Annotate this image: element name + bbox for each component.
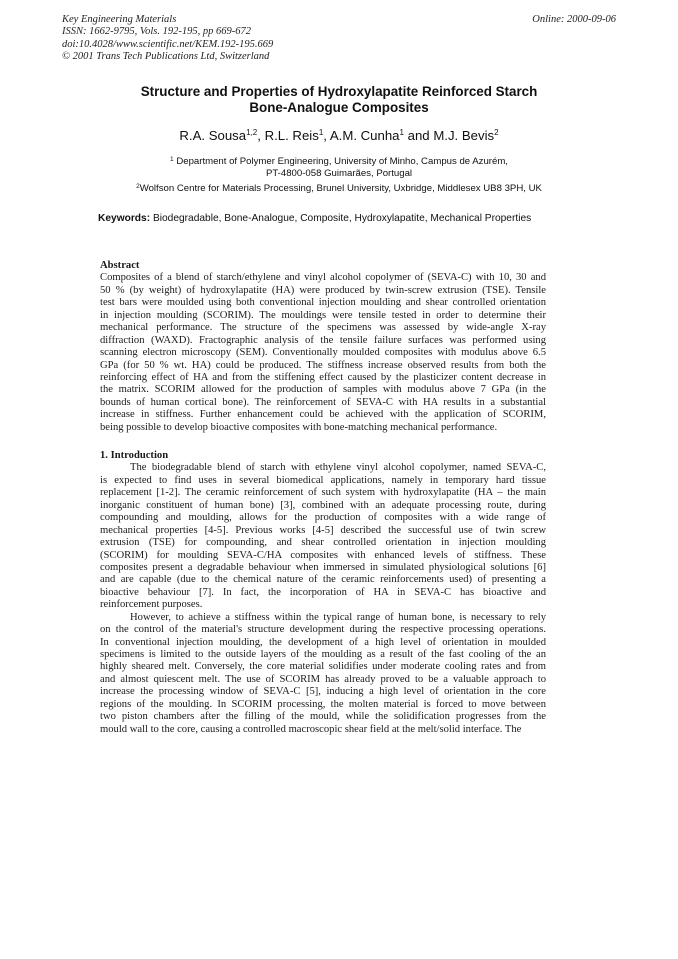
introduction-section [100,450,546,736]
affiliation-1-line-2: PT-4800-058 Guimarães, Portugal [265,167,413,179]
text-line: and are capable (due to the chemical nature of the ceramic reinforcements used) of presenting a [100,574,546,586]
text-line: two piston chambers after the filling of the mould, while the solidification progresses from the [100,711,546,723]
text-line: increase the processing window of SEVA-C [5], inducing a high level of orientation in the core [100,686,546,698]
title-line-1: Structure and Properties of Hydroxylapatite Reinforced Starch [140,84,538,99]
affiliation-1-line-1: Department of Polymer Engineering, University of Minho, Campus de Azurém, [176,156,508,167]
author-affiliation-mark: 2 [494,128,499,137]
text-line: diffraction (WAXD). Fractographic analysis of the tensile failure surfaces was performed using [100,334,546,346]
introduction-heading: 1. Introduction [100,450,169,461]
text-line: inorganic constituent of human bone) [3], combined with an adequate processing route, during [100,499,546,511]
text-line: on the control of the material's structure development during the respective processing operations. [100,624,546,636]
text-line: bounds of human cortical bone). The reinforcement of SEVA-C with HA results in a substantial [100,396,546,408]
text-line: and almost quiescent melt. The use of SCORIM has already proved to be a valuable approach to [100,673,546,685]
text-line: mould wall to the core, causing a controlled macroscopic shear field at the melt/solid interface. The [100,723,522,735]
text-line: the matrix. SCORIM allowed for the production of samples with modulus above 7 GPa (in the [100,384,546,396]
text-line: replacement [1-2]. The ceramic reinforcement of such system with hydroxylapatite (HA – the main [100,487,546,499]
title-line-2: Bone-Analogue Composites [249,100,429,115]
issn-line: ISSN: 1662-9795, Vols. 192-195, pp 669-672 [62,26,251,38]
copyright-line: © 2001 Trans Tech Publications Ltd, Switzerland [62,50,270,62]
text-line: extrusion (TSE) for compounding, and shear controlled orientation in injection moulding [100,537,546,549]
keywords [98,213,531,224]
journal-name: Key Engineering Materials [62,14,177,25]
text-line: (SCORIM) for moulding SEVA-C/HA composites with enhanced levels of stiffness. These [100,549,546,561]
doi-line: doi:10.4028/www.scientific.net/KEM.192-195.669 [62,38,274,50]
author-list [80,128,598,143]
keywords-label: Keywords: [98,213,151,224]
text-line: In conventional injection moulding, the development of a high level of orientation in moulded [100,636,546,648]
text-line: test bars were moulded using both conventional injection moulding and shear controlled orientation [100,297,546,309]
text-line: increase in stiffness. Further enhancement could be achieved with the application of SCORIM, [100,409,546,421]
affiliation-2-line-1: Wolfson Centre for Materials Processing, Brunel University, Uxbridge, Middlesex UB8 3PH, UK [139,183,542,194]
text-line: The biodegradable blend of starch with ethylene vinyl alcohol copolymer, named SEVA-C, [130,462,546,474]
text-line: composites present a degradable behaviour when immersed in simulated physiological solutions [6] [100,561,546,573]
affiliation-2-mark: 2 [136,183,140,190]
abstract-heading: Abstract [100,260,140,271]
author-name: R.A. Sousa [179,128,247,143]
text-line: bioactive behaviour [7]. In fact, the incorporation of HA in SEVA-C has bioactive and [100,586,546,598]
affiliation-2 [62,181,616,195]
text-line: 50 % (by weight) of hydroxylapatite (HA) were produced by twin-screw extrusion (TSE). Tensile [100,284,546,296]
text-line: scanning electron microscopy (SEM). Conventionally moulded composites with modulus above 6.5 [100,347,546,359]
author-affiliation-mark: 1 [399,128,404,137]
author-separator: , [257,128,265,143]
author-name: M.J. Bevis [433,128,495,143]
text-line: reinforcing effect of HA and from the stiffening effect caused by the plasticizer content decrease in [100,371,546,383]
text-line: However, to achieve a stiffness within the typical range of human bone, is necessary to rely [130,611,546,623]
text-line: is expected to find uses in several biomedical applications, namely in temporary hard tissue [100,474,546,486]
keywords-text: Biodegradable, Bone-Analogue, Composite, Hydroxylapatite, Mechanical Properties [152,213,532,224]
author-affiliation-mark: 1,2 [246,128,258,137]
author-separator: , [323,128,330,143]
affiliation-1-mark: 1 [170,156,174,163]
author-separator: and [403,128,434,143]
text-line: mechanical performance. The structure of the specimens was assessed by wide-angle X-ray [100,322,546,334]
text-line: highly sheared melt. Conversely, the core material solidifies under moderate cooling rates and from [100,661,546,673]
text-line: Composites of a blend of starch/ethylene and vinyl alcohol copolymer of (SEVA-C) with 10, 30 and [100,272,546,284]
author-name: R.L. Reis [264,128,319,143]
author-affiliation-mark: 1 [318,128,324,137]
publication-header [62,14,273,63]
text-line: regions of the moulding. In SCORIM processing, the molten material is forced to move between [100,698,546,710]
abstract-section [100,260,546,434]
text-line: in injection moulding (SCORIM). The mouldings were tensile tested in order to determine their [100,309,546,321]
text-line: compounding and moulding, allows for the production of composites with a wide range of [100,512,546,524]
author-name: A.M. Cunha [329,128,400,143]
text-line: GPa (for 50 % wt. HA) could be produced. The stiffness increase observed results from both the [100,359,546,371]
paper-title [90,84,588,116]
text-line: reinforcement purposes. [100,599,203,611]
text-line: specimens is limited to the outside layers of the moulding as a result of the fast cooling of the an [100,649,546,660]
text-line: being possible to develop bioactive composites with bone-matching mechanical performance. [100,421,498,433]
online-date: Online: 2000-09-06 [532,14,616,25]
affiliation-1 [62,154,616,179]
text-line: mechanical properties [4-5]. Previous works [4-5] described the successful use of twin screw [100,524,546,536]
